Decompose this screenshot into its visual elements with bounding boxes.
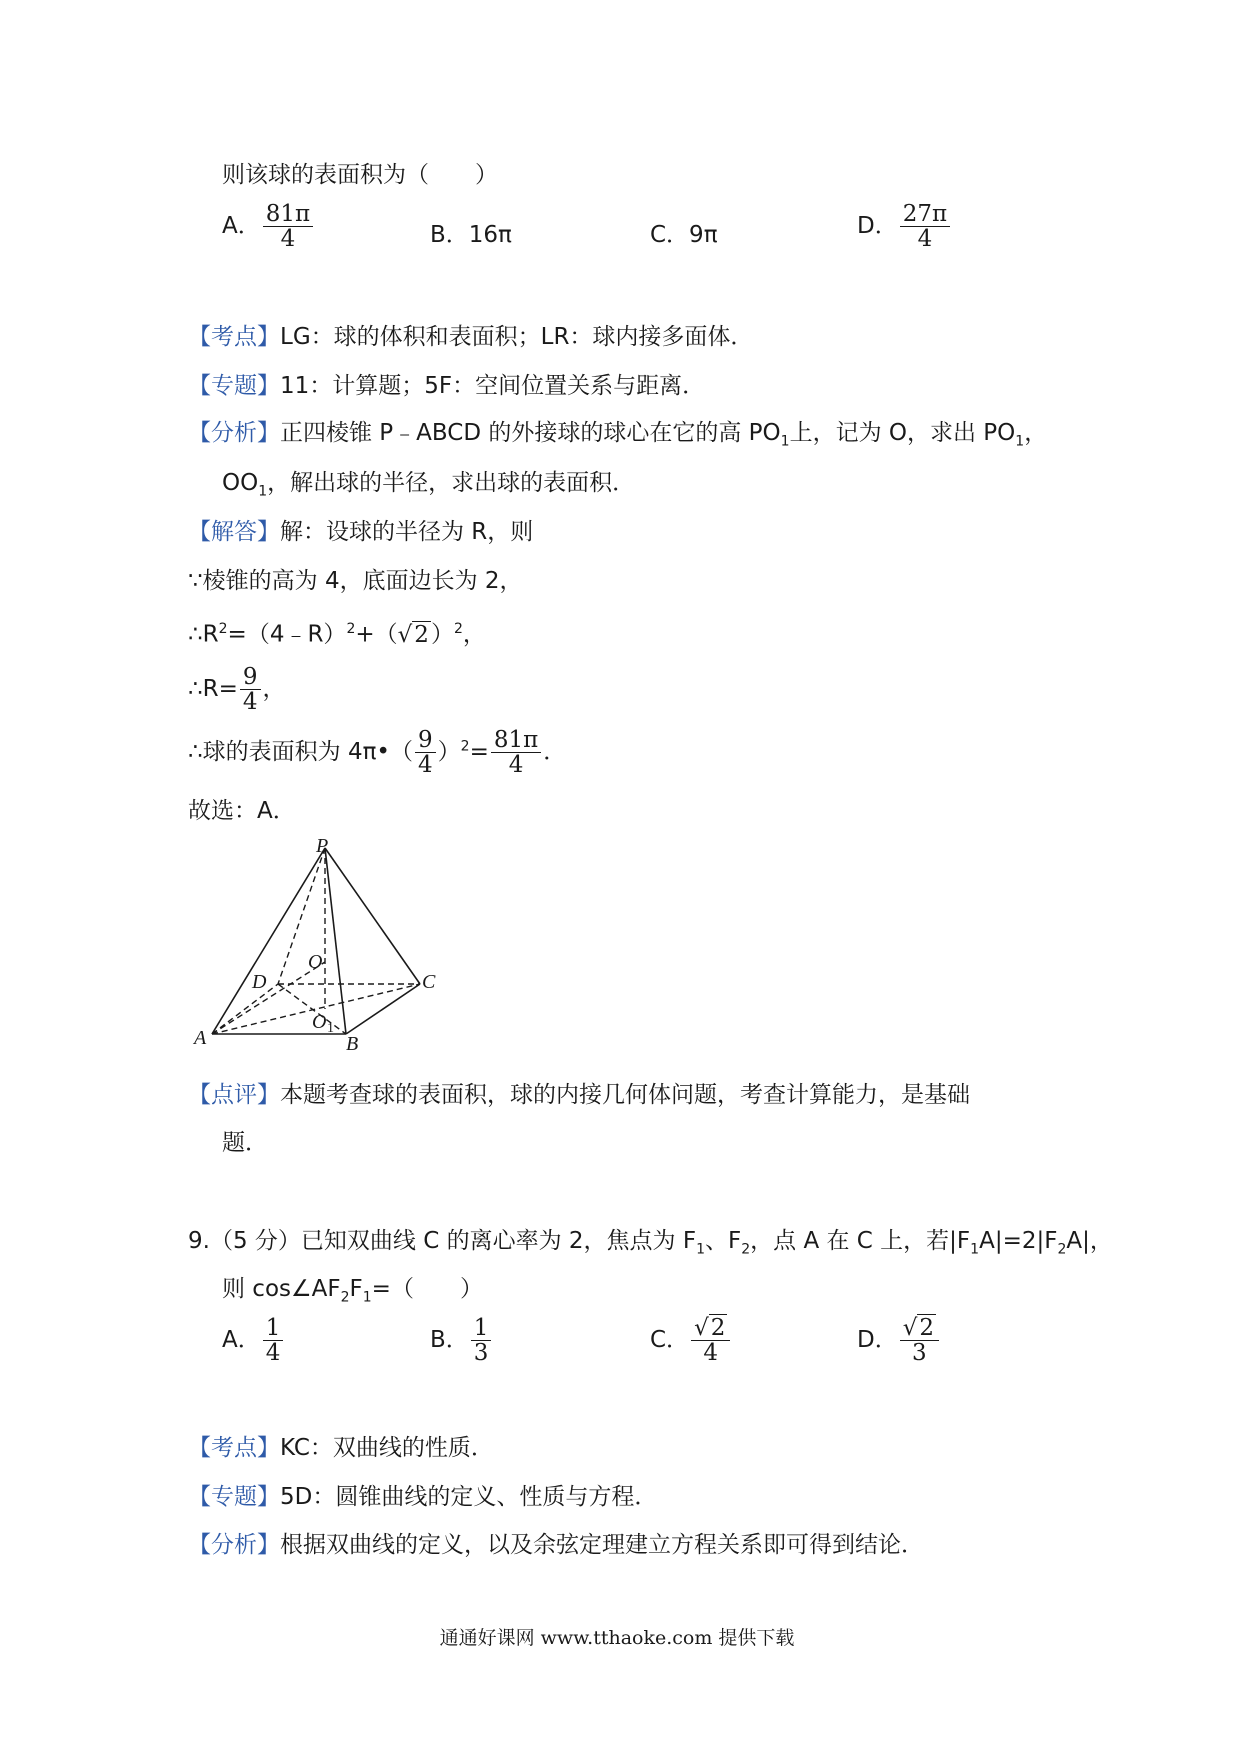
- math-text: ．: [543, 739, 567, 765]
- math-text: ）: [430, 621, 454, 648]
- q9-kaodian: [188, 1433, 494, 1463]
- radicand: 2: [710, 1315, 726, 1341]
- math-text: =（4﹣R）: [227, 621, 347, 648]
- zhuanti-tag: 【专题】: [188, 1484, 280, 1510]
- edge-BC: [346, 984, 420, 1034]
- q8-option-a: [222, 202, 315, 251]
- q8-dianping-line1: [188, 1080, 970, 1110]
- q8-step2: [188, 614, 486, 650]
- fraction: [263, 1316, 284, 1365]
- denominator: 4: [280, 226, 296, 252]
- denominator: 4: [917, 226, 933, 252]
- option-label: D．: [857, 213, 898, 239]
- denominator: 4: [703, 1340, 719, 1366]
- sqrt: √2: [397, 621, 429, 648]
- denominator: 4: [242, 689, 258, 715]
- q8-fenxi-line2: [222, 468, 635, 507]
- label-O: O: [308, 951, 323, 973]
- jieda-text: 解：设球的半径为 R，则: [280, 519, 534, 545]
- dianping-tag: 【点评】: [188, 1082, 280, 1108]
- subscript: 2: [340, 1289, 350, 1306]
- option-label: C．: [650, 1327, 690, 1353]
- subscript: 1: [696, 1241, 705, 1258]
- fraction: [263, 202, 313, 251]
- sqrt: √2: [694, 1315, 726, 1341]
- q8-step3: [188, 665, 286, 714]
- edge-PB: [325, 848, 346, 1034]
- subscript: 1: [258, 483, 268, 500]
- q9-fenxi: [188, 1530, 924, 1560]
- radicand: 2: [414, 621, 429, 648]
- numerator: 81π: [263, 202, 313, 227]
- subscript: 2: [741, 1241, 751, 1258]
- q8-option-c: C．9π: [650, 222, 718, 248]
- dianping-text: 本题考查球的表面积，球的内接几何体问题，考查计算能力，是基础: [280, 1082, 970, 1108]
- fenxi-text: ，解出球的半径，求出球的表面积．: [267, 470, 636, 496]
- edge-PC: [325, 848, 420, 984]
- subscript: 1: [1015, 433, 1025, 450]
- denominator: 3: [473, 1340, 489, 1366]
- fenxi-tag: 【分析】: [188, 420, 280, 446]
- stem-text: A|=2|F: [979, 1228, 1058, 1254]
- sqrt: √2: [902, 1315, 935, 1341]
- q8-answer: 故选：A．: [188, 798, 296, 824]
- q8-step4: [188, 728, 566, 777]
- math-text: ，: [262, 676, 286, 702]
- q8-kaodian: [188, 322, 753, 352]
- subscript: 1: [362, 1289, 372, 1306]
- math-text: +（: [355, 621, 398, 648]
- option-label: D．: [857, 1327, 898, 1353]
- fraction: [491, 728, 541, 777]
- fraction: [415, 728, 436, 777]
- kaodian-tag: 【考点】: [188, 1435, 280, 1461]
- fenxi-text: 正四棱锥 P﹣ABCD 的外接球的球心在它的高 PO: [280, 420, 781, 446]
- numerator: [900, 1316, 939, 1341]
- q8-option-d: [857, 202, 952, 251]
- label-A: A: [194, 1027, 207, 1049]
- denominator: 4: [508, 752, 524, 778]
- stem-text: F: [349, 1276, 363, 1302]
- kaodian-text: KC：双曲线的性质．: [280, 1435, 494, 1461]
- label-P: P: [316, 838, 329, 857]
- zhuanti-text: 11：计算题；5F：空间位置关系与距离．: [280, 373, 706, 399]
- option-label: B．: [430, 1327, 469, 1353]
- q9-option-c: [650, 1316, 732, 1365]
- option-label: A．: [222, 1327, 261, 1353]
- subscript: 1: [970, 1241, 980, 1258]
- numerator: 9: [240, 665, 261, 690]
- math-text: ，: [462, 621, 486, 648]
- denominator: 4: [265, 1340, 281, 1366]
- subscript: 1: [780, 433, 790, 450]
- page-footer: 通通好课网 www.tthaoke.com 提供下载: [439, 1627, 795, 1649]
- q8-step1: ∵棱锥的高为 4，底面边长为 2，: [188, 568, 523, 594]
- q9-zhuanti: [188, 1482, 657, 1512]
- numerator: 27π: [900, 202, 950, 227]
- numerator: 81π: [491, 728, 541, 753]
- label-B: B: [346, 1033, 359, 1053]
- numerator: 1: [263, 1316, 284, 1341]
- kaodian-text: LG：球的体积和表面积；LR：球内接多面体．: [280, 324, 754, 350]
- q9-stem-line1: [188, 1226, 1113, 1265]
- math-text: ∴R=: [188, 676, 238, 702]
- fraction: [900, 202, 950, 251]
- q9-option-a: [222, 1316, 285, 1365]
- stem-text: 9.（5 分）已知双曲线 C 的离心率为 2，焦点为 F: [188, 1228, 697, 1254]
- subscript: 2: [1057, 1241, 1067, 1258]
- fenxi-tag: 【分析】: [188, 1532, 280, 1558]
- numerator: [691, 1316, 730, 1341]
- numerator: 1: [471, 1316, 492, 1341]
- math-text: ）: [437, 739, 461, 765]
- fraction: [691, 1316, 730, 1365]
- superscript: 2: [218, 621, 228, 637]
- fraction: [240, 665, 261, 714]
- stem-text: 、F: [704, 1228, 742, 1254]
- stem-text: =（ ）: [371, 1276, 483, 1302]
- zhuanti-text: 5D：圆锥曲线的定义、性质与方程．: [280, 1484, 658, 1510]
- q8-jieda: [188, 517, 533, 547]
- kaodian-tag: 【考点】: [188, 324, 280, 350]
- superscript: 2: [460, 738, 470, 755]
- q8-stem-tail: 则该球的表面积为（ ）: [222, 162, 498, 188]
- fraction: [471, 1316, 492, 1365]
- fraction: [900, 1316, 939, 1365]
- q8-zhuanti: [188, 371, 705, 401]
- option-label: A．: [222, 213, 261, 239]
- superscript: 2: [453, 621, 463, 637]
- fenxi-text: 根据双曲线的定义，以及余弦定理建立方程关系即可得到结论．: [280, 1532, 924, 1558]
- q8-fenxi-line1: [188, 418, 1047, 457]
- label-O1: O: [312, 1011, 327, 1033]
- stem-text: 则 cos∠AF: [222, 1276, 341, 1302]
- q8-option-b: B．16π: [430, 222, 512, 248]
- q8-dianping-line2: 题．: [222, 1130, 268, 1156]
- denominator: 3: [912, 1340, 927, 1366]
- superscript: 2: [346, 621, 356, 637]
- radicand: 2: [919, 1315, 935, 1341]
- math-text: ∴球的表面积为 4π•（: [188, 739, 413, 765]
- stem-text: A|，: [1066, 1228, 1113, 1254]
- zhuanti-tag: 【专题】: [188, 373, 280, 399]
- q9-stem-line2: [222, 1274, 483, 1313]
- edge-PA: [212, 848, 325, 1034]
- q9-option-b: [430, 1316, 493, 1365]
- numerator: 9: [415, 728, 436, 753]
- pyramid-figure: [190, 838, 450, 1053]
- label-C: C: [422, 971, 436, 993]
- fenxi-text: OO: [222, 470, 259, 496]
- math-text: =: [469, 739, 489, 765]
- denominator: 4: [418, 752, 433, 778]
- stem-text: ，点 A 在 C 上，若|F: [750, 1228, 971, 1254]
- math-text: ∴R: [188, 621, 219, 648]
- fenxi-text: ，: [1024, 420, 1048, 446]
- q9-option-d: [857, 1316, 941, 1365]
- label-D: D: [252, 971, 267, 993]
- label-O1-sub: 1: [327, 1021, 334, 1036]
- jieda-tag: 【解答】: [188, 519, 280, 545]
- fenxi-text: 上，记为 O，求出 PO: [789, 420, 1016, 446]
